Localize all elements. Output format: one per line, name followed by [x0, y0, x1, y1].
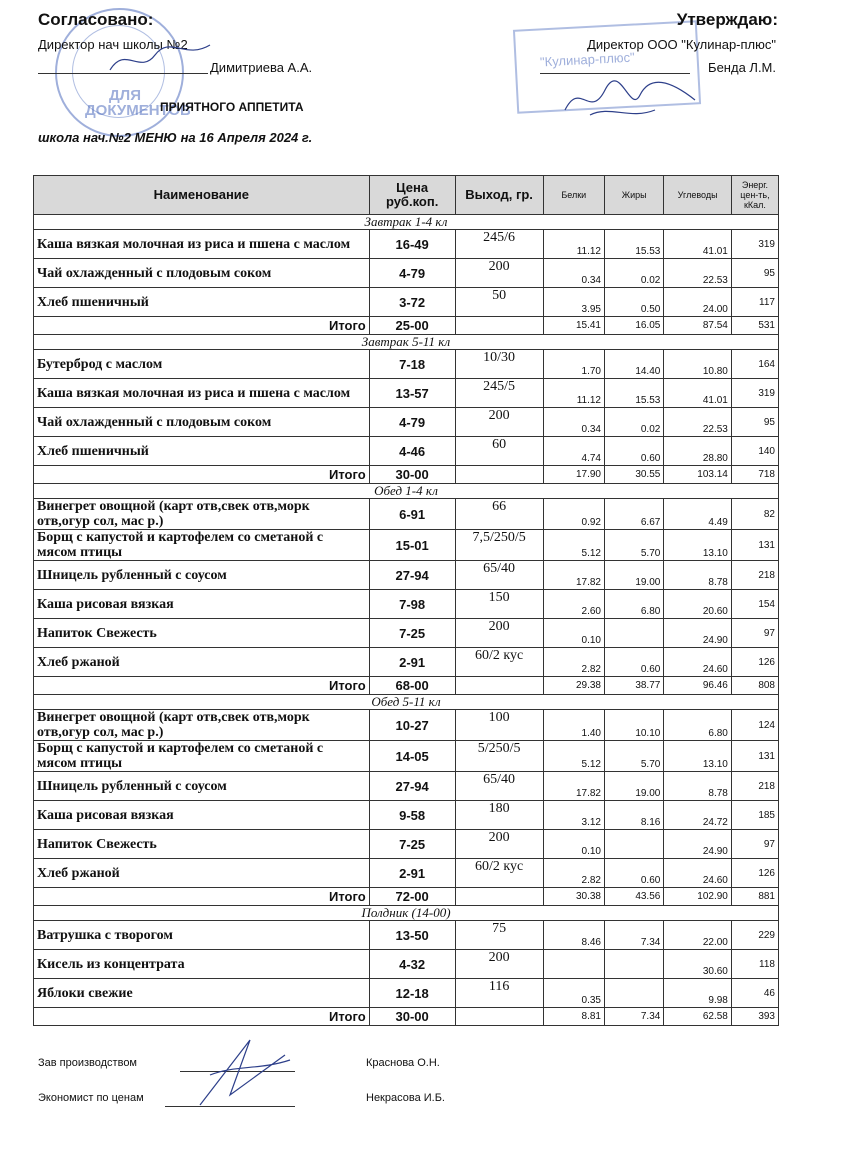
section-row — [34, 484, 779, 499]
dish-protein: 4.74 — [543, 437, 604, 466]
dish-protein: 0.34 — [543, 259, 604, 288]
dish-fat: 0.50 — [605, 288, 664, 317]
table-row — [34, 741, 779, 772]
dish-price: 4-79 — [369, 408, 455, 437]
dish-energy: 126 — [731, 648, 778, 677]
dish-energy: 124 — [731, 710, 778, 741]
production-manager-name: Краснова О.Н. — [366, 1057, 440, 1069]
dish-fat: 14.40 — [605, 350, 664, 379]
dish-price: 6-91 — [369, 499, 455, 530]
total-energy: 393 — [731, 1008, 778, 1026]
dish-fat — [605, 950, 664, 979]
dish-fat: 5.70 — [605, 530, 664, 561]
dish-energy: 218 — [731, 561, 778, 590]
dish-protein: 11.12 — [543, 379, 604, 408]
total-protein: 30.38 — [543, 888, 604, 906]
dish-protein: 0.34 — [543, 408, 604, 437]
approval-right-signer: Бенда Л.М. — [708, 60, 776, 75]
dish-carbs: 24.90 — [664, 830, 732, 859]
total-yield-empty — [455, 317, 543, 335]
dish-carbs: 13.10 — [664, 530, 732, 561]
dish-price: 4-46 — [369, 437, 455, 466]
table-row — [34, 350, 779, 379]
table-row — [34, 801, 779, 830]
dish-name: Хлеб ржаной — [34, 648, 370, 677]
dish-yield: 200 — [455, 830, 543, 859]
dish-energy: 140 — [731, 437, 778, 466]
total-fat: 38.77 — [605, 677, 664, 695]
total-energy: 531 — [731, 317, 778, 335]
table-row — [34, 648, 779, 677]
dish-yield: 150 — [455, 590, 543, 619]
dish-fat: 15.53 — [605, 379, 664, 408]
dish-yield: 100 — [455, 710, 543, 741]
dish-yield: 65/40 — [455, 561, 543, 590]
school-signature — [100, 30, 220, 90]
table-row — [34, 950, 779, 979]
approval-left-signer: Димитриева А.А. — [210, 60, 313, 75]
dish-energy: 229 — [731, 921, 778, 950]
dish-yield: 60 — [455, 437, 543, 466]
dish-carbs: 22.53 — [664, 408, 732, 437]
dish-fat: 0.02 — [605, 408, 664, 437]
dish-price: 12-18 — [369, 979, 455, 1008]
dish-name: Чай охлажденный с плодовым соком — [34, 259, 370, 288]
dish-carbs: 8.78 — [664, 772, 732, 801]
dish-protein: 1.70 — [543, 350, 604, 379]
dish-carbs: 20.60 — [664, 590, 732, 619]
dish-price: 9-58 — [369, 801, 455, 830]
production-manager-label: Зав производством — [38, 1057, 137, 1069]
dish-yield: 200 — [455, 259, 543, 288]
dish-protein: 1.40 — [543, 710, 604, 741]
total-yield-empty — [455, 888, 543, 906]
total-label: Итого — [34, 677, 370, 695]
dish-name: Винегрет овощной (карт отв,свек отв,морк отв,огур сол, мас р.) — [34, 710, 370, 741]
section-row — [34, 695, 779, 710]
stamp-text: ДЛЯ ДОКУМЕНТОВ — [85, 87, 191, 119]
total-yield-empty — [455, 466, 543, 484]
menu-table-body — [34, 215, 779, 1026]
dish-carbs: 6.80 — [664, 710, 732, 741]
dish-energy: 154 — [731, 590, 778, 619]
table-row — [34, 379, 779, 408]
dish-price: 7-25 — [369, 830, 455, 859]
dish-yield: 200 — [455, 408, 543, 437]
column-header-energy: Энерг. цен-ть, кКал. — [731, 176, 778, 215]
director-signature — [560, 70, 700, 130]
total-price: 30-00 — [369, 466, 455, 484]
dish-fat: 0.60 — [605, 437, 664, 466]
total-carbs: 96.46 — [664, 677, 732, 695]
dish-carbs: 41.01 — [664, 379, 732, 408]
dish-protein: 2.82 — [543, 859, 604, 888]
total-label: Итого — [34, 1008, 370, 1026]
dish-fat: 10.10 — [605, 710, 664, 741]
total-carbs: 102.90 — [664, 888, 732, 906]
dish-protein: 3.95 — [543, 288, 604, 317]
total-carbs: 87.54 — [664, 317, 732, 335]
dish-fat: 0.02 — [605, 259, 664, 288]
economist-name: Некрасова И.Б. — [366, 1092, 445, 1104]
dish-yield: 10/30 — [455, 350, 543, 379]
dish-yield: 60/2 кус — [455, 859, 543, 888]
company-stamp-text: "Кулинар-плюс" — [539, 49, 636, 70]
table-row — [34, 619, 779, 648]
dish-protein: 2.60 — [543, 590, 604, 619]
dish-energy: 117 — [731, 288, 778, 317]
table-row — [34, 830, 779, 859]
dish-price: 4-79 — [369, 259, 455, 288]
dish-price: 13-57 — [369, 379, 455, 408]
dish-price: 7-25 — [369, 619, 455, 648]
column-header-carbs: Углеводы — [664, 176, 732, 215]
dish-fat: 19.00 — [605, 772, 664, 801]
dish-fat: 19.00 — [605, 561, 664, 590]
dish-price: 7-98 — [369, 590, 455, 619]
dish-carbs: 10.80 — [664, 350, 732, 379]
approval-left-position: Директор нач школы №2 — [38, 37, 188, 52]
dish-yield: 245/6 — [455, 230, 543, 259]
dish-protein: 3.12 — [543, 801, 604, 830]
dish-energy: 131 — [731, 741, 778, 772]
dish-price: 10-27 — [369, 710, 455, 741]
dish-energy: 131 — [731, 530, 778, 561]
dish-protein: 0.92 — [543, 499, 604, 530]
total-fat: 30.55 — [605, 466, 664, 484]
economist-label: Экономист по ценам — [38, 1092, 144, 1104]
dish-fat — [605, 830, 664, 859]
table-row — [34, 230, 779, 259]
dish-yield: 60/2 кус — [455, 648, 543, 677]
table-row — [34, 859, 779, 888]
dish-carbs: 22.53 — [664, 259, 732, 288]
table-row — [34, 408, 779, 437]
dish-energy: 126 — [731, 859, 778, 888]
dish-price: 15-01 — [369, 530, 455, 561]
table-header-row — [34, 176, 779, 215]
dish-name: Каша вязкая молочная из риса и пшена с маслом — [34, 230, 370, 259]
total-protein: 15.41 — [543, 317, 604, 335]
dish-protein: 2.82 — [543, 648, 604, 677]
approval-right-title: Утверждаю: — [676, 10, 778, 29]
dish-name: Напиток Свежесть — [34, 830, 370, 859]
dish-protein: 17.82 — [543, 561, 604, 590]
dish-fat — [605, 979, 664, 1008]
dish-fat: 8.16 — [605, 801, 664, 830]
dish-fat: 7.34 — [605, 921, 664, 950]
table-row — [34, 437, 779, 466]
column-header-name: Наименование — [34, 176, 370, 215]
dish-carbs: 4.49 — [664, 499, 732, 530]
dish-protein: 8.46 — [543, 921, 604, 950]
dish-carbs: 41.01 — [664, 230, 732, 259]
column-header-protein: Белки — [543, 176, 604, 215]
table-row — [34, 530, 779, 561]
dish-price: 7-18 — [369, 350, 455, 379]
dish-name: Борщ с капустой и картофелем со сметаной с мясом птицы — [34, 741, 370, 772]
dish-yield: 5/250/5 — [455, 741, 543, 772]
dish-name: Хлеб пшеничный — [34, 288, 370, 317]
dish-carbs: 24.00 — [664, 288, 732, 317]
dish-name: Винегрет овощной (карт отв,свек отв,морк отв,огур сол, мас р.) — [34, 499, 370, 530]
column-header-fat: Жиры — [605, 176, 664, 215]
dish-price: 27-94 — [369, 772, 455, 801]
dish-price: 2-91 — [369, 859, 455, 888]
total-fat: 7.34 — [605, 1008, 664, 1026]
dish-name: Бутерброд с маслом — [34, 350, 370, 379]
section-row — [34, 906, 779, 921]
column-header-yield: Выход, гр. — [455, 176, 543, 215]
dish-fat: 15.53 — [605, 230, 664, 259]
dish-name: Кисель из концентрата — [34, 950, 370, 979]
dish-fat — [605, 619, 664, 648]
dish-energy: 97 — [731, 830, 778, 859]
total-energy: 718 — [731, 466, 778, 484]
dish-protein: 17.82 — [543, 772, 604, 801]
dish-carbs: 24.72 — [664, 801, 732, 830]
total-row — [34, 677, 779, 695]
dish-protein: 5.12 — [543, 741, 604, 772]
total-label: Итого — [34, 317, 370, 335]
approval-right-position: Директор ООО "Кулинар-плюс" — [587, 37, 776, 52]
dish-price: 13-50 — [369, 921, 455, 950]
dish-fat: 5.70 — [605, 741, 664, 772]
total-price: 30-00 — [369, 1008, 455, 1026]
total-fat: 43.56 — [605, 888, 664, 906]
dish-carbs: 24.90 — [664, 619, 732, 648]
table-row — [34, 710, 779, 741]
section-title: Обед 5-11 кл — [34, 695, 779, 710]
dish-name: Чай охлажденный с плодовым соком — [34, 408, 370, 437]
total-protein: 29.38 — [543, 677, 604, 695]
dish-name: Шницель рубленный с соусом — [34, 772, 370, 801]
table-row — [34, 288, 779, 317]
dish-energy: 82 — [731, 499, 778, 530]
section-title: Обед 1-4 кл — [34, 484, 779, 499]
dish-name: Каша рисовая вязкая — [34, 801, 370, 830]
dish-price: 2-91 — [369, 648, 455, 677]
dish-protein: 5.12 — [543, 530, 604, 561]
dish-protein — [543, 950, 604, 979]
dish-yield: 66 — [455, 499, 543, 530]
dish-price: 14-05 — [369, 741, 455, 772]
dish-carbs: 24.60 — [664, 859, 732, 888]
dish-energy: 319 — [731, 379, 778, 408]
dish-carbs: 8.78 — [664, 561, 732, 590]
dish-energy: 118 — [731, 950, 778, 979]
dish-name: Хлеб ржаной — [34, 859, 370, 888]
dish-fat: 0.60 — [605, 648, 664, 677]
table-row — [34, 921, 779, 950]
total-row — [34, 888, 779, 906]
dish-yield: 50 — [455, 288, 543, 317]
section-title: Завтрак 5-11 кл — [34, 335, 779, 350]
dish-carbs: 13.10 — [664, 741, 732, 772]
footer-signature — [190, 1035, 300, 1115]
total-price: 68-00 — [369, 677, 455, 695]
dish-name: Каша вязкая молочная из риса и пшена с маслом — [34, 379, 370, 408]
total-energy: 808 — [731, 677, 778, 695]
total-price: 72-00 — [369, 888, 455, 906]
section-title: Завтрак 1-4 кл — [34, 215, 779, 230]
dish-fat: 6.67 — [605, 499, 664, 530]
dish-name: Каша рисовая вязкая — [34, 590, 370, 619]
menu-title: школа нач.№2 МЕНЮ на 16 Апреля 2024 г. — [38, 130, 313, 145]
table-row — [34, 590, 779, 619]
dish-carbs: 28.80 — [664, 437, 732, 466]
dish-protein: 11.12 — [543, 230, 604, 259]
dish-yield: 7,5/250/5 — [455, 530, 543, 561]
table-row — [34, 561, 779, 590]
dish-energy: 46 — [731, 979, 778, 1008]
dish-energy: 185 — [731, 801, 778, 830]
total-price: 25-00 — [369, 317, 455, 335]
dish-yield: 200 — [455, 619, 543, 648]
dish-carbs: 9.98 — [664, 979, 732, 1008]
table-row — [34, 772, 779, 801]
total-row — [34, 317, 779, 335]
dish-name: Яблоки свежие — [34, 979, 370, 1008]
total-yield-empty — [455, 677, 543, 695]
total-label: Итого — [34, 466, 370, 484]
dish-energy: 95 — [731, 259, 778, 288]
dish-fat: 0.60 — [605, 859, 664, 888]
dish-price: 16-49 — [369, 230, 455, 259]
total-energy: 881 — [731, 888, 778, 906]
section-row — [34, 335, 779, 350]
dish-yield: 200 — [455, 950, 543, 979]
dish-carbs: 30.60 — [664, 950, 732, 979]
section-row — [34, 215, 779, 230]
menu-table — [33, 175, 779, 1026]
table-row — [34, 979, 779, 1008]
dish-carbs: 22.00 — [664, 921, 732, 950]
dish-yield: 75 — [455, 921, 543, 950]
dish-energy: 218 — [731, 772, 778, 801]
total-protein: 17.90 — [543, 466, 604, 484]
column-header-price: Цена руб.коп. — [369, 176, 455, 215]
dish-name: Ватрушка с творогом — [34, 921, 370, 950]
dish-name: Шницель рубленный с соусом — [34, 561, 370, 590]
total-row — [34, 466, 779, 484]
total-protein: 8.81 — [543, 1008, 604, 1026]
dish-yield: 65/40 — [455, 772, 543, 801]
dish-carbs: 24.60 — [664, 648, 732, 677]
total-label: Итого — [34, 888, 370, 906]
total-yield-empty — [455, 1008, 543, 1026]
dish-price: 3-72 — [369, 288, 455, 317]
dish-price: 27-94 — [369, 561, 455, 590]
dish-yield: 180 — [455, 801, 543, 830]
dish-name: Хлеб пшеничный — [34, 437, 370, 466]
dish-yield: 116 — [455, 979, 543, 1008]
total-row — [34, 1008, 779, 1026]
table-row — [34, 259, 779, 288]
dish-energy: 319 — [731, 230, 778, 259]
table-row — [34, 499, 779, 530]
dish-energy: 164 — [731, 350, 778, 379]
dish-protein: 0.10 — [543, 619, 604, 648]
dish-energy: 95 — [731, 408, 778, 437]
dish-yield: 245/5 — [455, 379, 543, 408]
total-carbs: 62.58 — [664, 1008, 732, 1026]
dish-price: 4-32 — [369, 950, 455, 979]
total-fat: 16.05 — [605, 317, 664, 335]
approval-left-title: Согласовано: — [38, 10, 154, 29]
dish-fat: 6.80 — [605, 590, 664, 619]
dish-name: Борщ с капустой и картофелем со сметаной с мясом птицы — [34, 530, 370, 561]
section-title: Полдник (14-00) — [34, 906, 779, 921]
dish-name: Напиток Свежесть — [34, 619, 370, 648]
dish-energy: 97 — [731, 619, 778, 648]
dish-protein: 0.35 — [543, 979, 604, 1008]
dish-protein: 0.10 — [543, 830, 604, 859]
total-carbs: 103.14 — [664, 466, 732, 484]
bon-appetit-caption: ПРИЯТНОГО АППЕТИТА — [160, 100, 304, 114]
